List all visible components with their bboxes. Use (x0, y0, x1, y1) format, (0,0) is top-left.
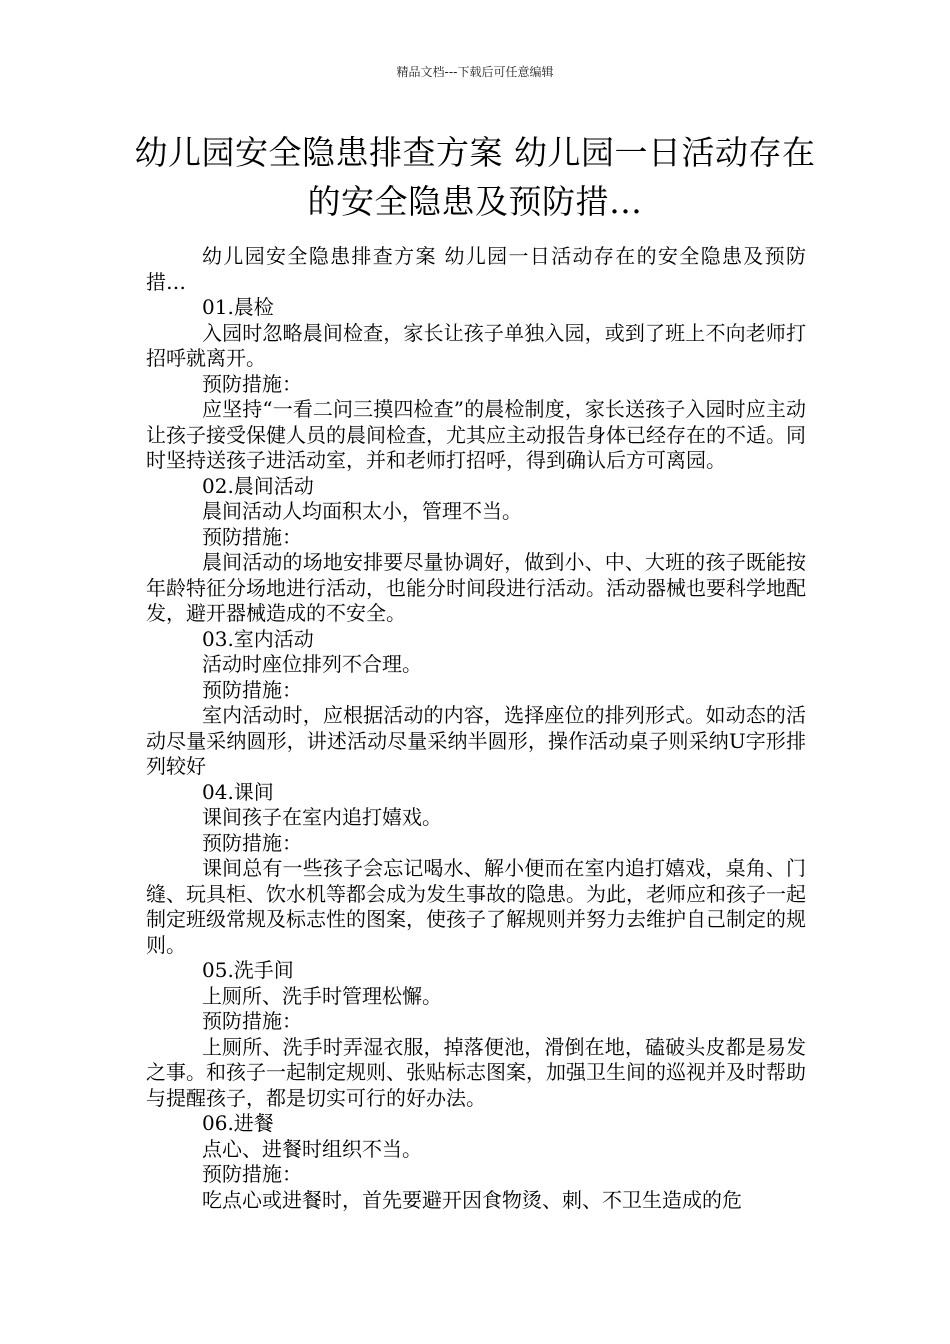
document-body (146, 244, 806, 1213)
section-02-measures-label: 预防措施： (202, 524, 302, 549)
section-heading-06: 06.进餐 (202, 1111, 274, 1135)
section-05-problem: 上厕所、洗手时管理松懈。 (202, 983, 442, 1008)
section-03-measures: 室内活动时，应根据活动的内容，选择座位的排列形式。如动态的活动尽量采纳圆形，讲述活动尽量采纳半圆形，操作活动桌子则采纳U字形排列较好 (146, 703, 806, 778)
section-06-measures: 吃点心或进餐时，首先要避开因食物烫、刺、不卫生造成的危 (202, 1187, 742, 1212)
section-04-measures-label: 预防措施： (202, 830, 302, 855)
section-heading-02: 02.晨间活动 (202, 473, 314, 498)
section-04-problem: 课间孩子在室内追打嬉戏。 (202, 805, 442, 829)
section-05-measures: 上厕所、洗手时弄湿衣服，掉落便池，滑倒在地，磕破头皮都是易发之事。和孩子一起制定规则、张贴标志图案，加强卫生间的巡视并及时帮助与提醒孩子，都是切实可行的好办法。 (146, 1034, 806, 1110)
section-03-measures-label: 预防措施： (202, 677, 302, 702)
section-05-measures-label: 预防措施： (202, 1009, 302, 1033)
section-heading-05: 05.洗手间 (202, 958, 294, 982)
section-06-measures-label: 预防措施： (202, 1162, 302, 1186)
section-01-measures-label: 预防措施： (202, 371, 302, 396)
section-heading-03: 03.室内活动 (202, 626, 314, 651)
section-06-problem: 点心、进餐时组织不当。 (202, 1136, 422, 1161)
section-heading-04: 04.课间 (202, 779, 274, 804)
section-heading-01: 01.晨检 (202, 295, 274, 319)
section-01-measures: 应坚持“一看二问三摸四检查”的晨检制度，家长送孩子入园时应主动让孩子接受保健人员的晨间检查，尤其应主动报告身体已经存在的不适。同时坚持送孩子进活动室，并和老师打招呼，得到确认后方可离园。 (146, 397, 806, 472)
section-01-problem: 入园时忽略晨间检查，家长让孩子单独入园，或到了班上不向老师打招呼就离开。 (146, 320, 806, 370)
section-02-measures: 晨间活动的场地安排要尽量协调好，做到小、中、大班的孩子既能按年龄特征分场地进行活动，也能分时间段进行活动。活动器械也要科学地配发，避开器械造成的不安全。 (146, 550, 806, 625)
section-03-problem: 活动时座位排列不合理。 (202, 652, 422, 676)
section-02-problem: 晨间活动人均面积太小，管理不当。 (202, 499, 522, 523)
intro-paragraph: 幼儿园安全隐患排查方案 幼儿园一日活动存在的安全隐患及预防措… (146, 244, 806, 294)
document-title: 幼儿园安全隐患排查方案 幼儿园一日活动存在的安全隐患及预防措… (134, 133, 816, 221)
header-note: 精品文档---下载后可任意编辑 (396, 65, 554, 79)
section-04-measures: 课间总有一些孩子会忘记喝水、解小便而在室内追打嬉戏，桌角、门缝、玩具柜、饮水机等都会成为发生事故的隐患。为此，老师应和孩子一起制定班级常规及标志性的图案，使孩子了解规则并努力去维护自己制定的规则。 (146, 856, 806, 957)
